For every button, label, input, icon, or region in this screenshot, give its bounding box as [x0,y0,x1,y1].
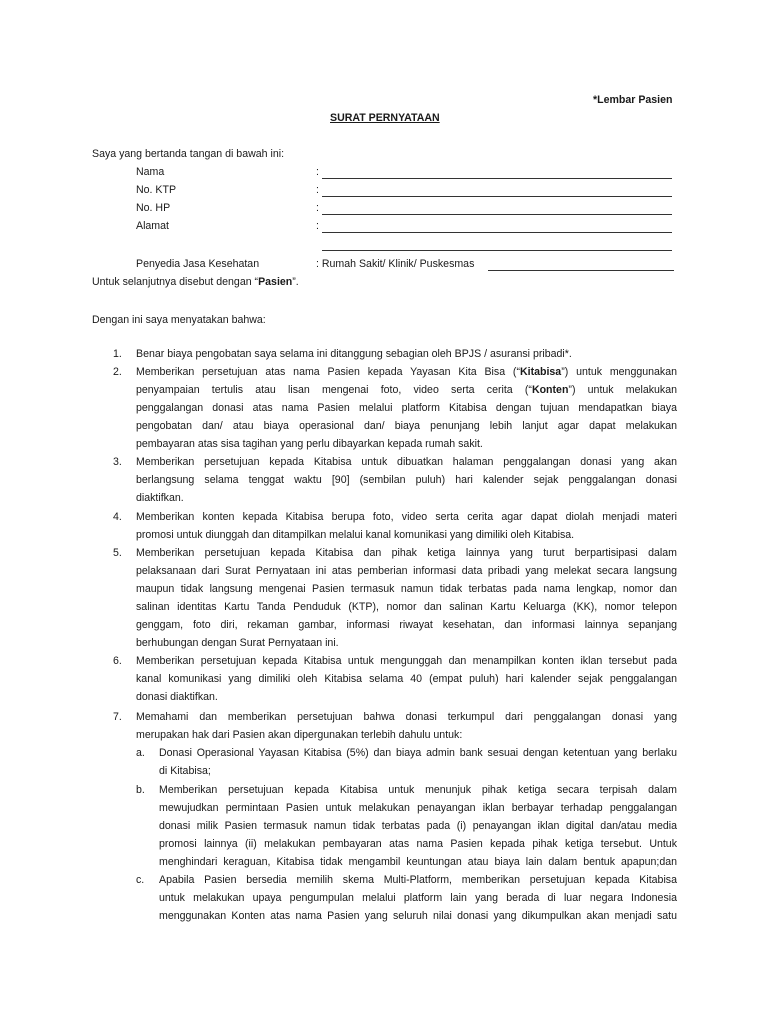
item-1-text: Benar biaya pengobatan saya selama ini ditanggung sebagian oleh BPJS / asuransi pribadi*. [136,348,572,360]
item-5-line: pelaksanaan dari Surat Pernyataan ini atas pemberian informasi data pribadi yang melekat secara langsung [136,565,677,577]
sub-item-b-line: menghindari keraguan, Kitabisa tidak mengambil keuntungan atau biaya lain dalam bentuk apapun;dan [159,856,677,868]
penyedia-blank-line[interactable] [488,270,674,271]
item-5-line: genggam, foto diri, rekaman gambar, informasi riwayat kesehatan, dan informasi lainnya sepanjang [136,619,677,631]
alamat-blank-line-1[interactable] [322,232,672,233]
sub-item-a-line: di Kitabisa; [159,765,211,777]
field-colon: : [316,184,319,196]
sub-item-b-line: donasi milik Pasien termasuk namun tidak terbatas pada (i) penayangan iklan digital dan/atau media [159,820,677,832]
item-number: 3. [113,456,122,468]
lembar-pasien-label: *Lembar Pasien [593,94,673,106]
item-7-line: merupakan hak dari Pasien akan dipergunakan terlebih dahulu untuk: [136,729,463,741]
penyedia-options: : Rumah Sakit/ Klinik/ Puskesmas [316,258,475,270]
item-number: 7. [113,711,122,723]
item-5-line: berhubungan dengan Surat Pernyataan ini. [136,637,339,649]
item-4-line: promosi untuk diunggah dan ditampilkan melalui kanal komunikasi yang dimiliki oleh Kitabisa. [136,529,575,541]
sub-item-b-line: promosi lainnya (ii) melakukan pembayaran atas nama Pasien kepada pihak ketiga tersebut. Untuk [159,838,677,850]
item-3-line: Memberikan persetujuan kepada Kitabisa untuk dibuatkan halaman penggalangan donasi yang akan [136,456,677,468]
field-label-nama: Nama [136,166,165,178]
alamat-blank-line-2[interactable] [322,250,672,251]
statement-intro: Dengan ini saya menyatakan bahwa: [92,314,266,326]
item-5-line: salinan identitas Kartu Tanda Penduduk (KTP), nomor dan salinan Kartu Keluarga (KK), nomor telepon [136,601,677,613]
item-6-line: donasi diaktifkan. [136,691,218,703]
sub-item-a-line: Donasi Operasional Yayasan Kitabisa (5%) dan biaya admin bank sesuai dengan ketentuan yang berlaku [159,747,677,759]
sub-item-letter: a. [136,747,145,759]
field-label-penyedia: Penyedia Jasa Kesehatan [136,258,260,270]
item-number: 4. [113,511,122,523]
item-2-line: penggalangan donasi atas nama Pasien melalui platform Kitabisa dengan tujuan mendapatkan biaya [136,402,677,414]
item-5-line: Memberikan persetujuan kepada Kitabisa dan pihak ketiga lainnya yang turut berpartisipasi dalam [136,547,677,559]
item-2-line: pembayaran atas sisa tagihan yang perlu dibayarkan kepada rumah sakit. [136,438,483,450]
sub-item-b-line: Memberikan persetujuan kepada Kitabisa untuk menunjuk pihak ketiga secara terpisah dalam [159,784,677,796]
item-6-line: kanal komunikasi yang dimiliki oleh Kitabisa selama 40 (empat puluh) hari kalender sejak penggalangan [136,673,677,685]
item-2-line: Memberikan persetujuan atas nama Pasien kepada Yayasan Kita Bisa (“Kitabisa”) untuk menggunakan [136,366,677,378]
hp-blank-line[interactable] [322,214,672,215]
item-4-line: Memberikan konten kepada Kitabisa berupa foto, video serta cerita agar dapat diolah menjadi materi [136,511,677,523]
document-title: SURAT PERNYATAAN [330,112,440,124]
pasien-definition: Untuk selanjutnya disebut dengan “Pasien”. [92,276,299,288]
sub-item-b-line: mewujudkan permintaan Pasien untuk melakukan penayangan iklan berbayar terhadap penggalangan [159,802,677,814]
field-label-alamat: Alamat [136,220,169,232]
sub-item-letter: c. [136,874,145,886]
item-3-line: berlangsung selama tenggat waktu [90] (sembilan puluh) hari kalender sejak penggalangan donasi [136,474,677,486]
item-5-line: maupun tidak langsung mengenai Pasien termasuk namun tidak terbatas pada nama lengkap, nomor dan [136,583,677,595]
item-number: 6. [113,655,122,667]
item-3-line: diaktifkan. [136,492,184,504]
ktp-blank-line[interactable] [322,196,672,197]
item-2-line: pengobatan dan/ atau biaya operasional dan/ biaya penunjang lebih lanjut agar dapat melakukan [136,420,677,432]
nama-blank-line[interactable] [322,178,672,179]
item-7-line: Memahami dan memberikan persetujuan bahwa donasi terkumpul dari penggalangan donasi yang [136,711,677,723]
field-label-ktp: No. KTP [136,184,177,196]
sub-item-c-line: menggunakan Konten atas nama Pasien yang seluruh nilai donasi yang dikumpulkan akan menjadi satu [159,910,677,922]
sub-item-c-line: Apabila Pasien bersedia memilih skema Multi-Platform, memberikan persetujuan kepada Kitabisa [159,874,677,886]
item-2-line: penyampaian tertulis atau lisan mengenai foto, video serta cerita (“Konten”) untuk melakukan [136,384,678,396]
field-colon: : [316,202,319,214]
intro-text: Saya yang bertanda tangan di bawah ini: [92,148,285,160]
item-number: 5. [113,547,122,559]
sub-item-letter: b. [136,784,145,796]
field-colon: : [316,220,319,232]
item-6-line: Memberikan persetujuan kepada Kitabisa untuk mengunggah dan menampilkan konten iklan tersebut pada [136,655,677,667]
field-label-hp: No. HP [136,202,171,214]
sub-item-c-line: untuk melakukan upaya pengumpulan melalui platform lain yang berada di luar negara Indonesia [159,892,677,904]
item-number: 1. [113,348,122,360]
field-colon: : [316,166,319,178]
item-number: 2. [113,366,122,378]
